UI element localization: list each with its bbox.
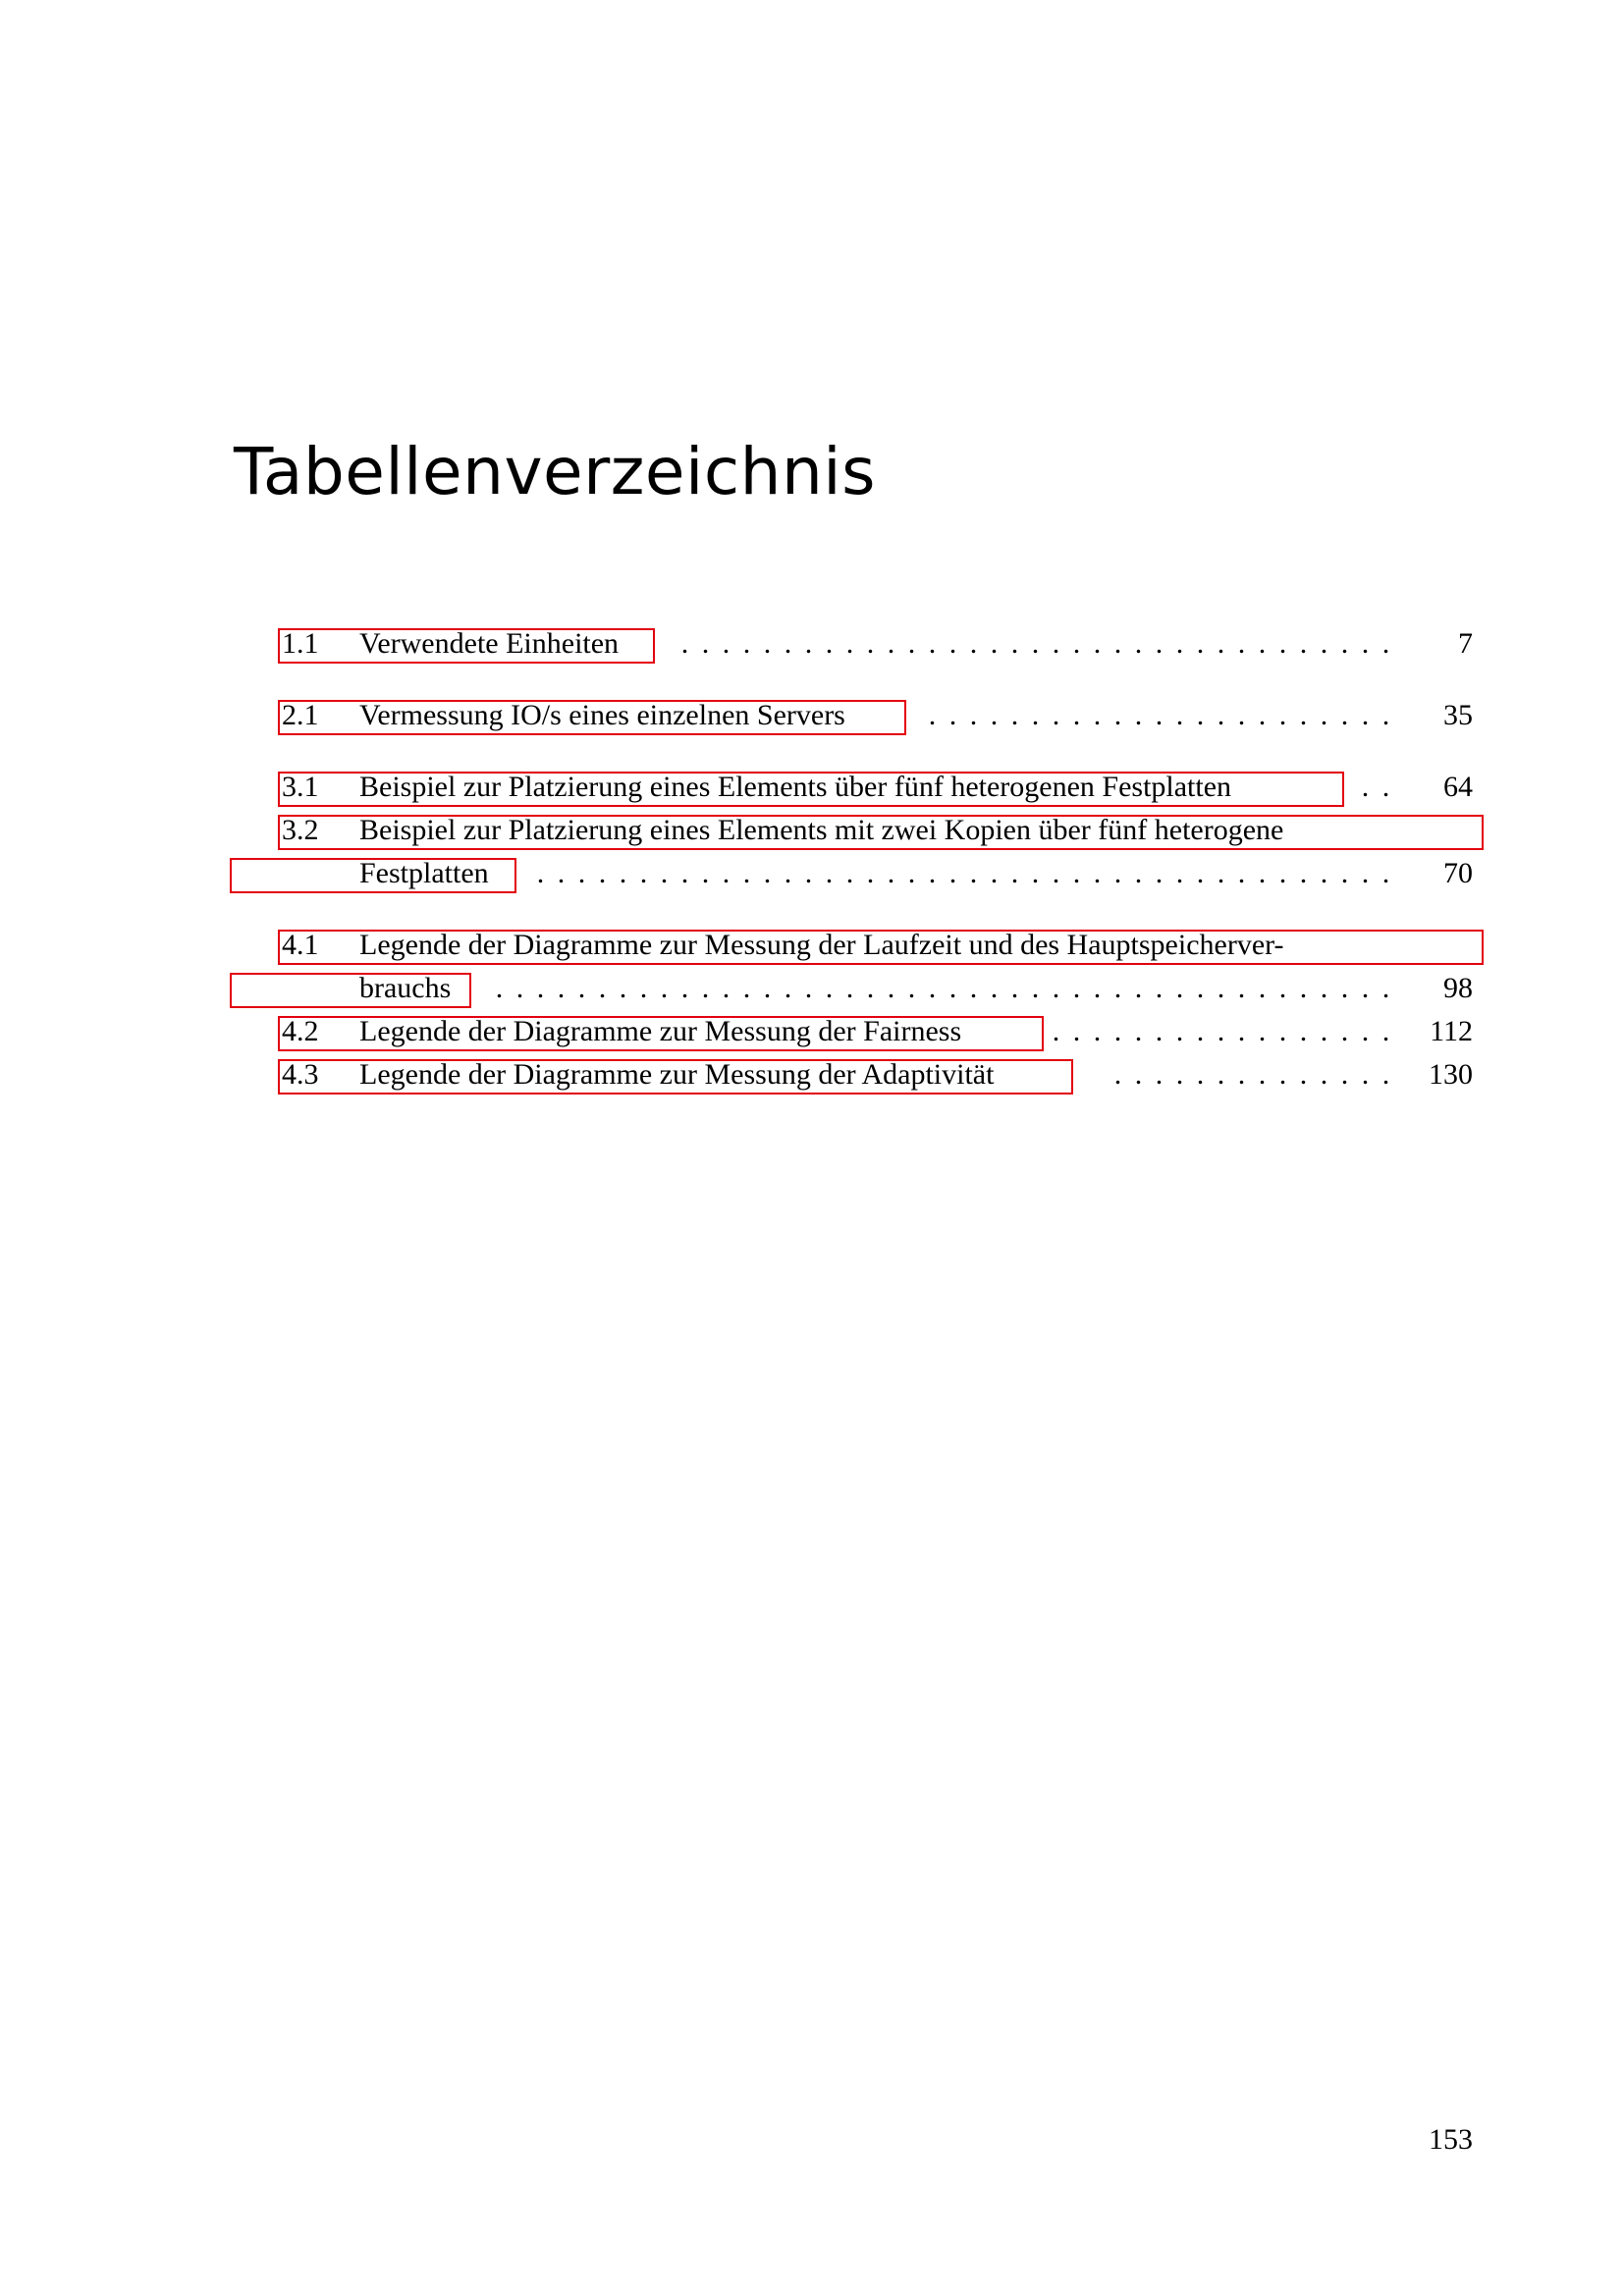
toc-entry-page[interactable]: 112 [1430, 1015, 1473, 1047]
leader-dot: . [990, 627, 999, 660]
leader-dot: . [990, 699, 999, 731]
leader-dot: . [969, 857, 978, 889]
leader-dot: . [1299, 1015, 1308, 1047]
leader-dot: . [1299, 699, 1308, 731]
leader-dot: . [1217, 1058, 1225, 1091]
leader-dot: . [845, 972, 854, 1004]
leader-dot: . [804, 857, 813, 889]
leader-dot: . [1237, 699, 1246, 731]
leader-dot: . [1052, 1015, 1060, 1047]
leader-dot: . [1196, 1015, 1205, 1047]
leader-dot: . [1217, 627, 1225, 660]
toc-entry-number: 1.1 [282, 627, 319, 660]
leader-dot: . [1299, 627, 1308, 660]
leader-dot: . [1381, 972, 1390, 1004]
leader-dot: . [1237, 857, 1246, 889]
leader-dot: . [1175, 699, 1184, 731]
link-border [278, 930, 1484, 965]
leader-dot: . [1155, 699, 1164, 731]
leader-dot: . [784, 857, 792, 889]
leader-dot: . [907, 972, 916, 1004]
dot-leader [918, 696, 1396, 735]
leader-dot: . [1052, 627, 1060, 660]
leader-dot: . [1093, 857, 1102, 889]
leader-dot: . [1340, 857, 1349, 889]
leader-dot: . [1113, 857, 1122, 889]
leader-dot: . [1320, 857, 1328, 889]
leader-dot: . [1113, 1058, 1122, 1091]
leader-dot: . [701, 972, 710, 1004]
leader-dot: . [1175, 1015, 1184, 1047]
leader-dot: . [1134, 972, 1143, 1004]
toc-entry-number: 4.3 [282, 1058, 319, 1091]
leader-dot: . [825, 627, 834, 660]
leader-dot: . [928, 972, 937, 1004]
link-border [278, 815, 1484, 850]
leader-dot: . [1381, 857, 1390, 889]
leader-dot: . [1155, 972, 1164, 1004]
leader-dot: . [928, 857, 937, 889]
leader-dot: . [1052, 699, 1060, 731]
leader-dot: . [969, 699, 978, 731]
leader-dot: . [1175, 1058, 1184, 1091]
leader-dot: . [1072, 857, 1081, 889]
leader-dot: . [887, 857, 895, 889]
dot-leader [479, 969, 1396, 1008]
dot-leader [1044, 1012, 1396, 1051]
leader-dot: . [1361, 771, 1370, 803]
leader-dot: . [1072, 699, 1081, 731]
toc-entry-number: 3.2 [282, 814, 319, 846]
toc-entry-1-1[interactable] [0, 624, 1624, 664]
leader-dot: . [722, 627, 731, 660]
leader-dot: . [1052, 972, 1060, 1004]
dot-leader [520, 854, 1396, 893]
leader-dot: . [1320, 627, 1328, 660]
link-border [278, 700, 906, 735]
leader-dot: . [680, 627, 689, 660]
leader-dot: . [1072, 1015, 1081, 1047]
leader-dot: . [1175, 972, 1184, 1004]
toc-entry-number: 4.1 [282, 929, 319, 961]
leader-dot: . [536, 857, 545, 889]
leader-dot: . [1381, 699, 1390, 731]
leader-dot: . [1155, 627, 1164, 660]
leader-dot: . [1320, 1058, 1328, 1091]
leader-dot: . [928, 627, 937, 660]
leader-dot: . [619, 857, 627, 889]
leader-dot: . [1072, 972, 1081, 1004]
leader-dot: . [907, 857, 916, 889]
toc-entry-page[interactable]: 98 [1443, 972, 1473, 1004]
toc-entry-label[interactable]: Beispiel zur Platzierung eines Elements mit zwei Kopien über fünf heterogene [359, 814, 1284, 846]
leader-dot: . [1196, 1058, 1205, 1091]
leader-dot: . [1278, 972, 1287, 1004]
dot-leader [668, 624, 1396, 664]
leader-dot: . [990, 972, 999, 1004]
leader-dot: . [1278, 1015, 1287, 1047]
leader-dot: . [1361, 1058, 1370, 1091]
leader-dot: . [1381, 1058, 1390, 1091]
leader-dot: . [1340, 1058, 1349, 1091]
leader-dot: . [969, 627, 978, 660]
link-border [278, 1016, 1044, 1051]
leader-dot: . [619, 972, 627, 1004]
leader-dot: . [845, 627, 854, 660]
leader-dot: . [1113, 627, 1122, 660]
leader-dot: . [742, 972, 751, 1004]
leader-dot: . [907, 627, 916, 660]
leader-dot: . [1278, 699, 1287, 731]
link-border [278, 628, 655, 664]
leader-dot: . [536, 972, 545, 1004]
leader-dot: . [680, 857, 689, 889]
leader-dot: . [1175, 627, 1184, 660]
leader-dot: . [1155, 1015, 1164, 1047]
leader-dot: . [1361, 972, 1370, 1004]
leader-dot: . [722, 857, 731, 889]
leader-dot: . [1258, 857, 1267, 889]
leader-dot: . [1031, 699, 1040, 731]
leader-dot: . [515, 972, 524, 1004]
toc-entry-label-continued[interactable]: Festplatten [359, 857, 489, 889]
leader-dot: . [1361, 857, 1370, 889]
leader-dot: . [1361, 1015, 1370, 1047]
leader-dot: . [1052, 857, 1060, 889]
link-border [278, 1059, 1073, 1095]
leader-dot: . [990, 857, 999, 889]
leader-dot: . [722, 972, 731, 1004]
leader-dot: . [1320, 699, 1328, 731]
leader-dot: . [701, 627, 710, 660]
leader-dot: . [660, 857, 669, 889]
leader-dot: . [763, 627, 772, 660]
leader-dot: . [1381, 627, 1390, 660]
leader-dot: . [1196, 857, 1205, 889]
leader-dot: . [784, 627, 792, 660]
leader-dot: . [866, 627, 875, 660]
leader-dot: . [1237, 1015, 1246, 1047]
leader-dot: . [1010, 627, 1019, 660]
leader-dot: . [1196, 699, 1205, 731]
toc-entry-label[interactable]: Legende der Diagramme zur Messung der Fairness [359, 1015, 962, 1047]
toc-entry-page[interactable]: 130 [1429, 1058, 1473, 1091]
leader-dot: . [1320, 1015, 1328, 1047]
leader-dot: . [660, 972, 669, 1004]
leader-dot: . [1175, 857, 1184, 889]
leader-dot: . [1299, 857, 1308, 889]
leader-dot: . [1093, 972, 1102, 1004]
leader-dot: . [495, 972, 504, 1004]
leader-dot: . [1217, 699, 1225, 731]
toc-entry-number: 4.2 [282, 1015, 319, 1047]
leader-dot: . [1031, 627, 1040, 660]
leader-dot: . [866, 857, 875, 889]
leader-dot: . [1299, 972, 1308, 1004]
leader-dot: . [928, 699, 937, 731]
leader-dot: . [1381, 1015, 1390, 1047]
leader-dot: . [1340, 1015, 1349, 1047]
leader-dot: . [1113, 972, 1122, 1004]
leader-dot: . [804, 972, 813, 1004]
leader-dot: . [1361, 627, 1370, 660]
leader-dot: . [1155, 857, 1164, 889]
leader-dot: . [1258, 699, 1267, 731]
leader-dot: . [1217, 1015, 1225, 1047]
leader-dot: . [1093, 699, 1102, 731]
leader-dot: . [845, 857, 854, 889]
leader-dot: . [763, 972, 772, 1004]
leader-dot: . [1031, 972, 1040, 1004]
leader-dot: . [887, 627, 895, 660]
leader-dot: . [1278, 857, 1287, 889]
leader-dot: . [742, 857, 751, 889]
toc-entry-label[interactable]: Legende der Diagramme zur Messung der Laufzeit und des Hauptspeicherver- [359, 929, 1284, 961]
leader-dot: . [866, 972, 875, 1004]
leader-dot: . [1155, 1058, 1164, 1091]
toc-entry-label[interactable]: Vermessung IO/s eines einzelnen Servers [359, 699, 845, 731]
toc-entry-label[interactable]: Beispiel zur Platzierung eines Elements über fünf heterogenen Festplatten [359, 771, 1232, 803]
leader-dot: . [598, 857, 607, 889]
leader-dot: . [1340, 699, 1349, 731]
leader-dot: . [1010, 857, 1019, 889]
leader-dot: . [1134, 857, 1143, 889]
leader-dot: . [887, 972, 895, 1004]
leader-dot: . [557, 857, 566, 889]
toc-entry-page[interactable]: 7 [1458, 627, 1473, 660]
leader-dot: . [1134, 627, 1143, 660]
leader-dot: . [701, 857, 710, 889]
leader-dot: . [639, 857, 648, 889]
link-border [230, 858, 516, 893]
leader-dot: . [639, 972, 648, 1004]
leader-dot: . [825, 972, 834, 1004]
leader-dot: . [1258, 1058, 1267, 1091]
leader-dot: . [1340, 972, 1349, 1004]
leader-dot: . [1031, 857, 1040, 889]
leader-dot: . [1134, 1058, 1143, 1091]
leader-dot: . [742, 627, 751, 660]
footer-page-number: 153 [1429, 2123, 1473, 2156]
leader-dot: . [1217, 972, 1225, 1004]
leader-dot: . [825, 857, 834, 889]
leader-dot: . [1217, 857, 1225, 889]
leader-dot: . [1196, 627, 1205, 660]
leader-dot: . [804, 627, 813, 660]
leader-dot: . [948, 972, 957, 1004]
leader-dot: . [1299, 1058, 1308, 1091]
toc-entry-page[interactable]: 64 [1443, 771, 1473, 803]
leader-dot: . [1093, 1015, 1102, 1047]
toc-entry-page[interactable]: 70 [1443, 857, 1473, 889]
leader-dot: . [1010, 699, 1019, 731]
leader-dot: . [1134, 1015, 1143, 1047]
leader-dot: . [1340, 627, 1349, 660]
toc-entry-page[interactable]: 35 [1443, 699, 1473, 731]
link-border [278, 772, 1344, 807]
leader-dot: . [1237, 972, 1246, 1004]
leader-dot: . [1113, 699, 1122, 731]
leader-dot: . [1093, 627, 1102, 660]
leader-dot: . [948, 699, 957, 731]
leader-dot: . [1072, 627, 1081, 660]
page-title: Tabellenverzeichnis [234, 434, 876, 509]
leader-dot: . [1258, 972, 1267, 1004]
leader-dot: . [577, 972, 586, 1004]
leader-dot: . [1320, 972, 1328, 1004]
toc-entry-label[interactable]: Verwendete Einheiten [359, 627, 620, 660]
leader-dot: . [577, 857, 586, 889]
link-border [230, 973, 471, 1008]
leader-dot: . [1278, 627, 1287, 660]
leader-dot: . [948, 627, 957, 660]
leader-dot: . [557, 972, 566, 1004]
leader-dot: . [1258, 1015, 1267, 1047]
leader-dot: . [1258, 627, 1267, 660]
leader-dot: . [1134, 699, 1143, 731]
toc-entry-number: 2.1 [282, 699, 319, 731]
leader-dot: . [1010, 972, 1019, 1004]
leader-dot: . [1237, 627, 1246, 660]
leader-dot: . [784, 972, 792, 1004]
leader-dot: . [1278, 1058, 1287, 1091]
leader-dot: . [969, 972, 978, 1004]
toc-entry-label[interactable]: Legende der Diagramme zur Messung der Adaptivität [359, 1058, 995, 1091]
leader-dot: . [948, 857, 957, 889]
leader-dot: . [1237, 1058, 1246, 1091]
dot-leader [1345, 768, 1396, 807]
toc-entry-label-continued[interactable]: brauchs [359, 972, 452, 1004]
leader-dot: . [680, 972, 689, 1004]
leader-dot: . [1381, 771, 1390, 803]
toc-entry-number: 3.1 [282, 771, 319, 803]
leader-dot: . [598, 972, 607, 1004]
leader-dot: . [1361, 699, 1370, 731]
leader-dot: . [763, 857, 772, 889]
leader-dot: . [1196, 972, 1205, 1004]
leader-dot: . [1113, 1015, 1122, 1047]
dot-leader [1090, 1055, 1396, 1095]
